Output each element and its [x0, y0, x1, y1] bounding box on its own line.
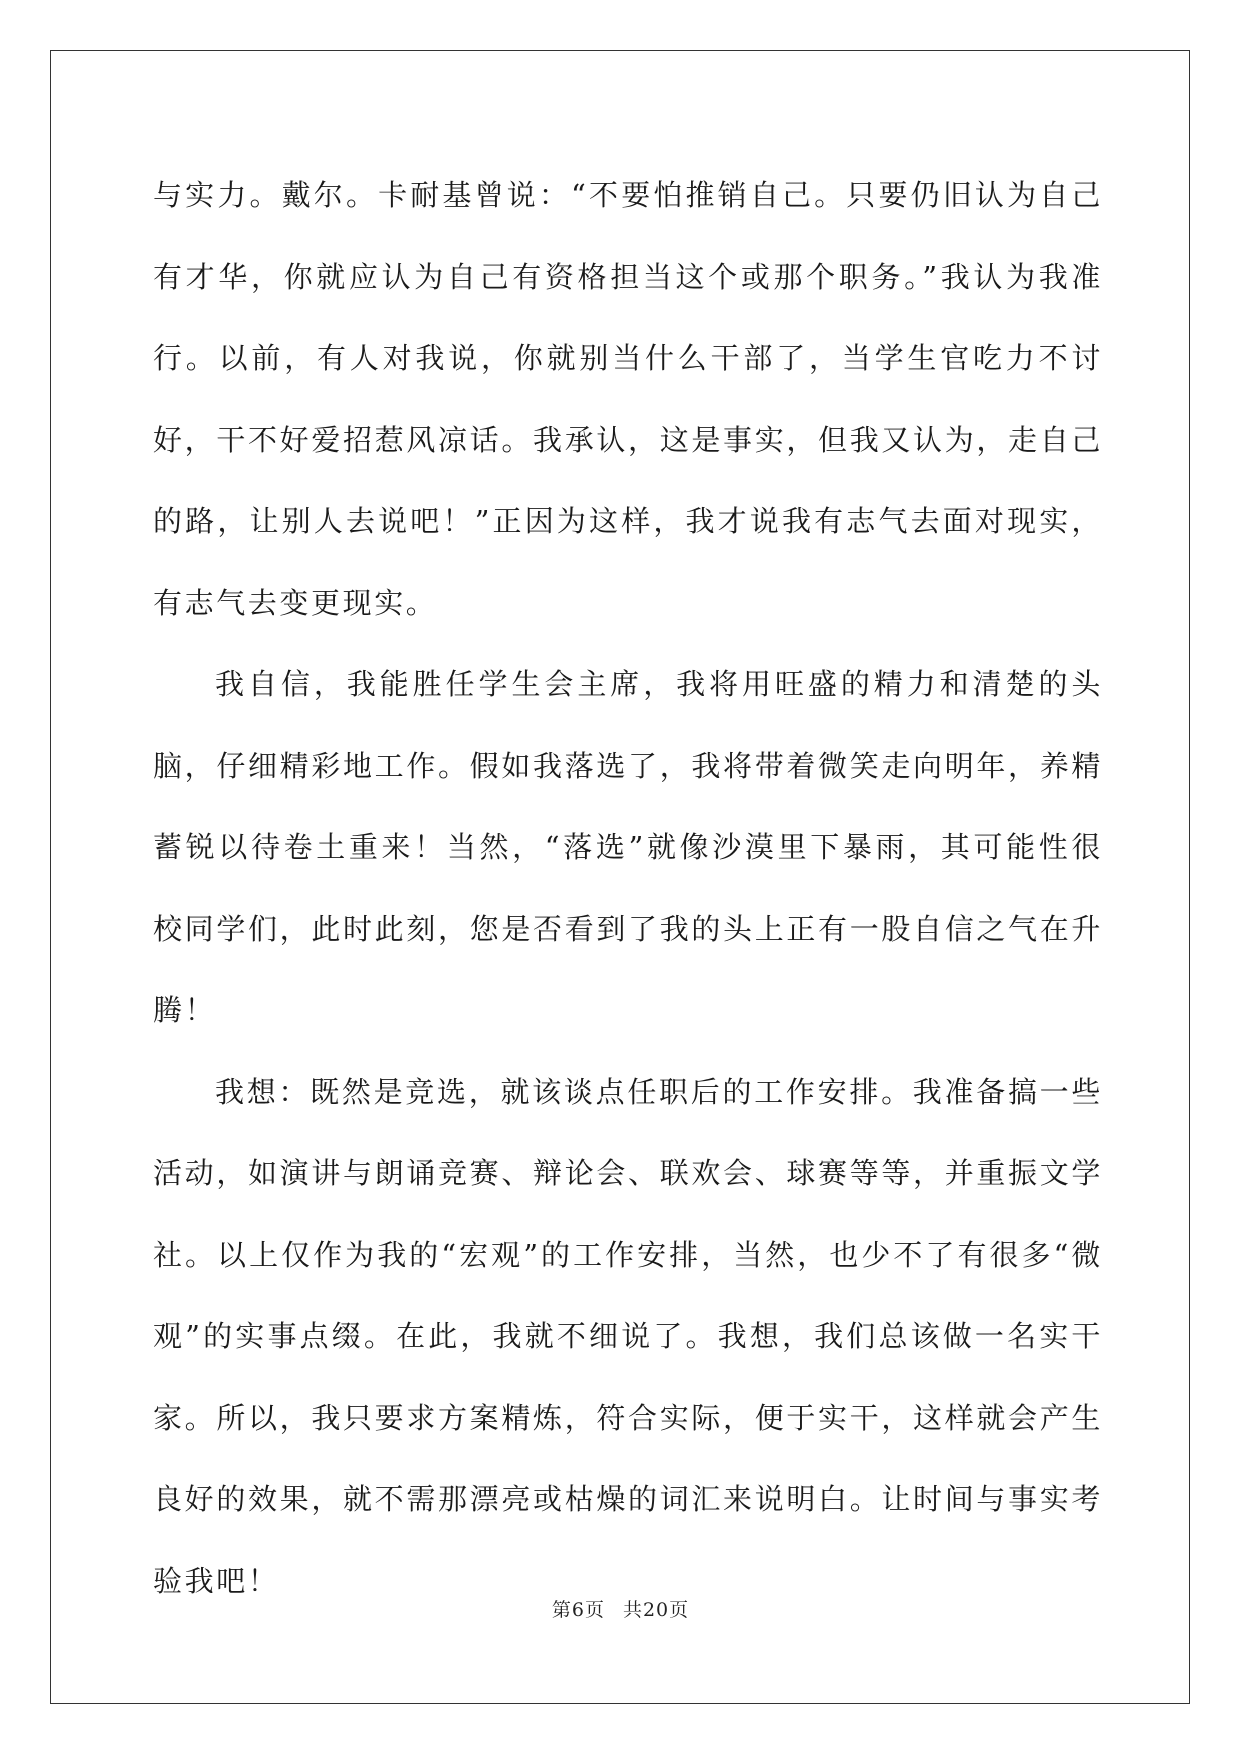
page-number: 第6页 — [551, 1599, 605, 1621]
paragraph-1: 与实力。戴尔。卡耐基曾说：“不要怕推销自己。只要仍旧认为自己有才华，你就应认为自己有资格担当这个或那个职务。”我认为我准行。以前，有人对我说，你就别当什么干部了，当学生官吃力不讨好，干不好爱招惹风凉话。我承认，这是事实，但我又认为，走自己的路，让别人去说吧！”正因为这样，我才说我有志气去面对现实，有志气去变更现实。 — [153, 178, 1103, 620]
paragraph-2: 我自信，我能胜任学生会主席，我将用旺盛的精力和清楚的头脑，仔细精彩地工作。假如我落选了，我将带着微笑走向明年，养精蓄锐以待卷土重来！当然，“落选”就像沙漠里下暴雨，其可能性很校同学们，此时此刻，您是否看到了我的头上正有一股自信之气在升腾！ — [153, 667, 1103, 1027]
document-body — [153, 155, 1103, 1622]
paragraph-3: 我想：既然是竞选，就该谈点任职后的工作安排。我准备搞一些活动，如演讲与朗诵竞赛、辩论会、联欢会、球赛等等，并重振文学社。以上仅作为我的“宏观”的工作安排，当然，也少不了有很多“微观”的实事点缀。在此，我就不细说了。我想，我们总该做一名实干家。所以，我只要求方案精炼，符合实际，便于实干，这样就会产生良好的效果，就不需那漂亮或枯燥的词汇来说明白。让时间与事实考验我吧！ — [153, 1074, 1103, 1598]
page-total: 共20页 — [622, 1599, 690, 1621]
page-footer — [0, 1595, 1241, 1622]
